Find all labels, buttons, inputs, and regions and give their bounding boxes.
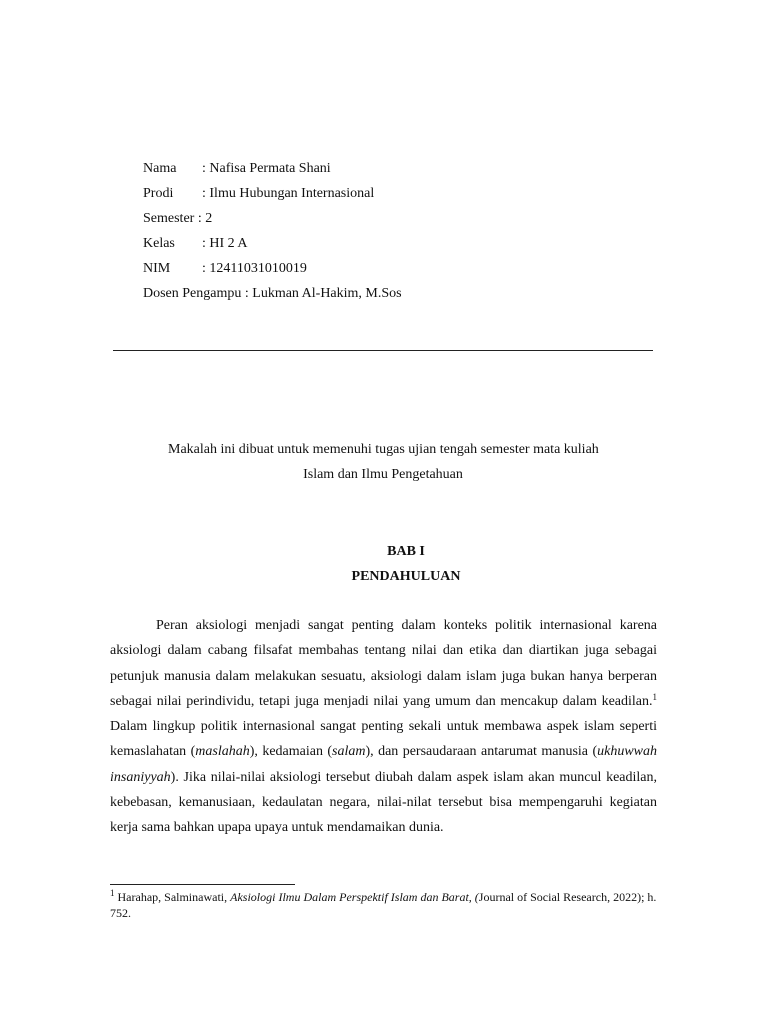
- term-maslahah: maslahah: [195, 744, 250, 760]
- prodi-value: : Ilmu Hubungan Internasional: [202, 186, 375, 201]
- nama-value: : Nafisa Permata Shani: [202, 161, 331, 176]
- identity-row-nama: [143, 159, 402, 184]
- identity-row-kelas: [143, 234, 402, 259]
- identity-row-dosen: [143, 284, 402, 309]
- kelas-label: Kelas: [143, 236, 175, 251]
- footnote-number: 1: [110, 888, 115, 898]
- chapter-title: PENDAHULUAN: [351, 569, 461, 584]
- dosen-label: Dosen Pengampu: [143, 286, 242, 301]
- footnote-divider: [110, 884, 295, 885]
- body-text-seg-1: Peran aksiologi menjadi sangat penting dalam konteks politik internasional karena aksiologi dalam cabang filsafat membahas tentang nilai dan etika dan diartikan juga sebagai petunjuk manusia dalam melakukan sesuatu, aksiologi dalam islam juga bukan hanya berperan sebagai nilai perindividu, tetapi juga menjadi nilai yang umum dan mencakup dalam keadilan.: [110, 618, 657, 709]
- identity-row-prodi: [143, 184, 402, 209]
- header-divider: [113, 350, 653, 351]
- footnote-title: Aksiologi Ilmu Dalam Perspektif Islam dan Barat, (: [230, 890, 479, 904]
- footnote-reference[interactable]: 1: [652, 691, 657, 702]
- footnote: [110, 889, 657, 921]
- body-text-seg-3: ), kedamaian (: [249, 744, 333, 760]
- nim-label: NIM: [143, 261, 171, 276]
- term-salam: salam: [332, 744, 366, 760]
- semester-value: : 2: [194, 211, 213, 226]
- semester-label: Semester: [143, 211, 195, 226]
- chapter-heading: [0, 539, 768, 589]
- purpose-statement: [113, 437, 653, 487]
- nama-label: Nama: [143, 161, 177, 176]
- dosen-value: : Lukman Al-Hakim, M.Sos: [241, 286, 402, 301]
- nim-value: : 12411031010019: [202, 261, 307, 276]
- prodi-label: Prodi: [143, 186, 174, 201]
- body-text-seg-4: ), dan persaudaraan antarumat manusia (: [365, 744, 598, 760]
- body-text-seg-5: ). Jika nilai-nilai aksiologi tersebut diubah dalam aspek islam akan muncul keadilan, kebebasan, kemanusiaan, kedaulatan negara, nilai-nilat tersebut bisa mempengaruhi kegiatan kerja sama bahkan upapa upaya untuk mendamaikan dunia.: [110, 769, 657, 836]
- purpose-line-2: Islam dan Ilmu Pengetahuan: [303, 467, 463, 482]
- footnote-source: Journal of Social Research, 2022); h. 752.: [110, 890, 657, 920]
- term-ukhuwwah-insaniyyah: ukhuwwah insaniyyah: [110, 744, 657, 785]
- footnote-author: Harahap, Salminawati,: [114, 890, 231, 904]
- kelas-value: : HI 2 A: [202, 236, 248, 251]
- chapter-number: BAB I: [387, 544, 425, 559]
- body-paragraph: [110, 613, 657, 841]
- identity-block: [143, 159, 402, 309]
- body-text-seg-2: Dalam lingkup politik internasional sangat penting sekali untuk membawa aspek islam seperti kemaslahatan (: [110, 719, 657, 760]
- purpose-line-1: Makalah ini dibuat untuk memenuhi tugas ujian tengah semester mata kuliah: [168, 442, 599, 457]
- identity-row-nim: [143, 259, 402, 284]
- identity-row-semester: [143, 209, 402, 234]
